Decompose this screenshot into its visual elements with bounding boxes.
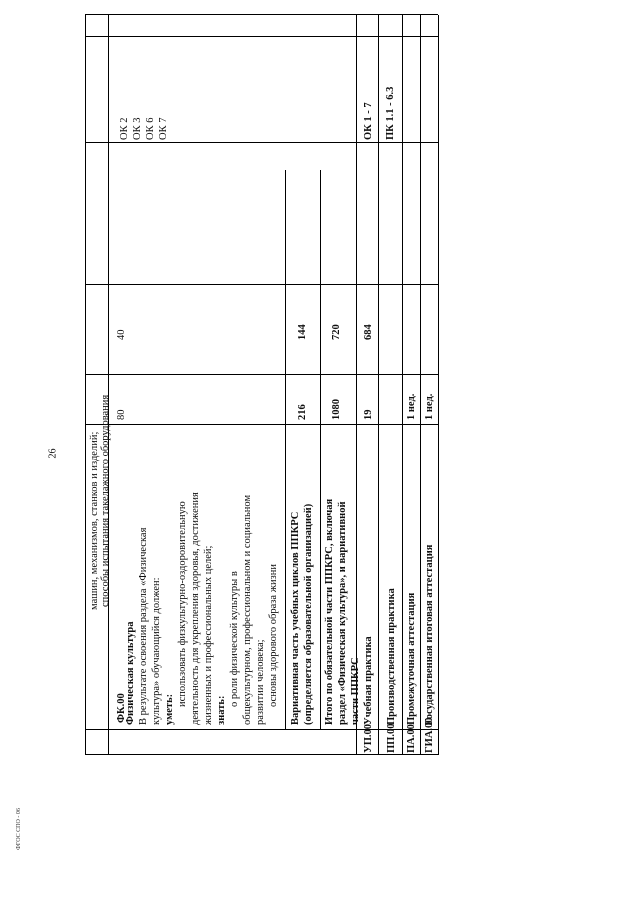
fk-line: о роли физической культуры в [229,571,240,707]
fk-max: 80 [116,409,127,420]
up-obl: 684 [363,324,374,340]
fk-comp: ОК 6 [145,117,156,140]
var-line: (определяется образовательной организацией) [303,503,314,725]
rule [320,170,321,730]
fk-comp: ОК 3 [132,117,143,140]
fk-line: В результате освоения раздела «Физическая [138,527,149,725]
gia-title: Государственная итоговая аттестация [424,544,435,725]
page-number: 26 [47,448,59,459]
rule [85,36,438,37]
rule [356,15,357,755]
rule [85,754,438,755]
fk-line: уметь: [164,693,175,725]
tot-obl: 720 [331,324,342,340]
cont-line: способы испытания такелажного оборудования [100,394,111,607]
gia-code: ГИА.00 [424,717,435,753]
tot-line: раздел «Физическая культура», и вариативной [337,501,348,725]
fk-line: жизненных и профессиональных целей; [203,545,214,725]
up-max: 19 [363,409,374,420]
rule [85,14,438,15]
fk-line: культура» обучающийся должен: [151,577,162,725]
fk-line: знать: [216,695,227,725]
fk-line: деятельность для укрепления здоровья, достижения [190,492,201,725]
rule [438,15,439,755]
up-comp: ПК 1.1 - 6.3 [385,86,396,140]
footer-code: ФГОС СПО - 06 [15,808,22,850]
pp-code: ПП.00 [386,723,397,753]
rule [85,15,86,755]
cont-line: машин, механизмов, станков и изделий; [89,431,100,610]
fk-code: ФК.00 [116,693,127,723]
var-max: 216 [297,404,308,420]
pa-title: Промежуточная аттестация [406,592,417,725]
fk-title: Физическая культура [125,621,136,725]
up-title: Учебная практика [363,636,374,725]
rule [378,15,379,755]
fk-line: развитии человека; [255,639,266,725]
rule [85,284,438,285]
tot-line: части ППКРС [350,657,361,725]
rule [402,15,403,755]
pp-title: Производственная практика [386,588,397,725]
fk-line: использовать физкультурно-оздоровительную [177,501,188,707]
up-comp: ОК 1 - 7 [363,102,374,140]
fk-line: основы здорового образа жизни [268,564,279,707]
rule [420,15,421,755]
tot-max: 1080 [331,399,342,420]
gia-max: 1 нед. [424,393,435,420]
tot-line: Итого по обязательной части ППКРС, включая [324,498,335,725]
fk-comp: ОК 7 [158,117,169,140]
rule [85,142,438,143]
fk-obl: 40 [116,329,127,340]
rule [85,424,438,425]
pa-max: 1 нед. [406,393,417,420]
fk-line: общекультурном, профессиональном и социальном [242,494,253,725]
rule [285,170,286,730]
pa-code: ПА.00 [406,724,417,753]
var-obl: 144 [297,324,308,340]
rule [108,15,109,755]
var-line: Вариативная часть учебных циклов ППКРС [290,511,301,725]
fk-comp: ОК 2 [119,117,130,140]
up-code: УП.00 [363,724,374,753]
rule [85,374,438,375]
